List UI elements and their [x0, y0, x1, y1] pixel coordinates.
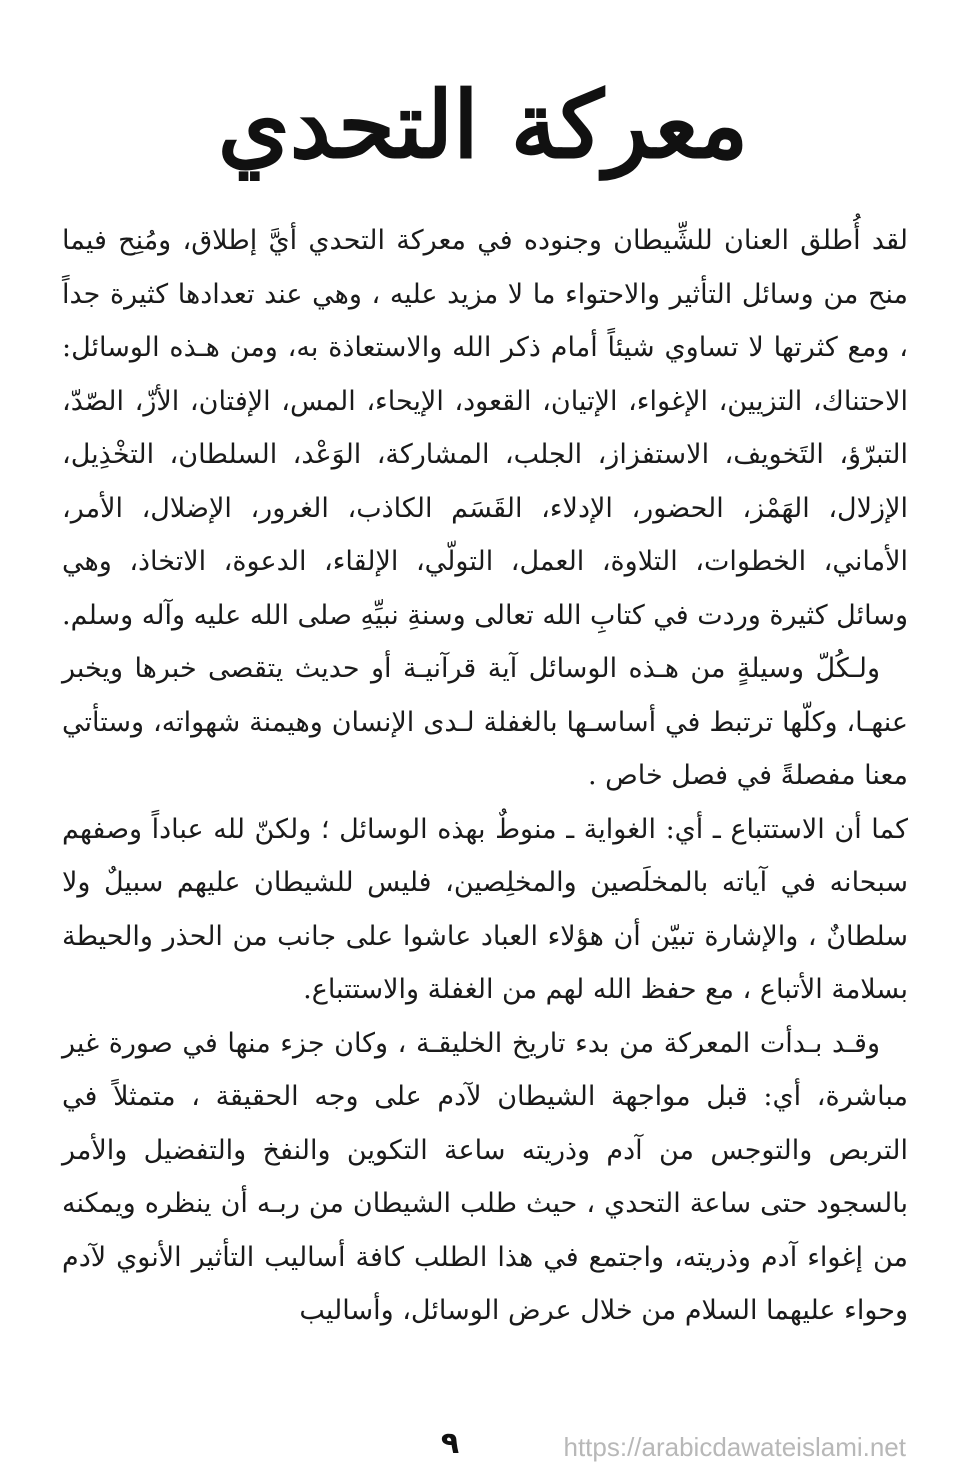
paragraph-4: وقـد بـدأت المعركة من بدء تاريخ الخليقـة ، وكان جزء منها في صورة غير مباشرة، أي: قبل مواجهة الشيطان لآدم على وجه الحقيقة ، متمثلاً في التربص والتوجس من آدم وذريته ساعة التكوين والنفخ والتفضيل والأمر بالسجود حتى ساعة التحدي ، حيث طلب الشيطان من ربـه أن ينظره ويمكنه من إغواء آدم وذريته، واجتمع في هذا الطلب كافة أساليب التأثير الأنوي لآدم وحواء عليهما السلام من خلال عرض الوسائل، وأساليب	[62, 1027, 908, 1326]
website-watermark: https://arabicdawateislami.net	[563, 1432, 906, 1462]
body-text	[62, 214, 908, 1338]
page-footer	[0, 1426, 966, 1466]
page-number: ٩	[440, 1426, 460, 1461]
paragraph-2: ولـكُلّ وسيلةٍ من هـذه الوسائل آية قرآنيـة أو حديث يتقصى خبرها ويخبر عنهـا، وكلّها ترتبط في أساسـها بالغفلة لـدى الإنسان وهيمنة شهواته، وستأتي معنا مفصلةً في فصل خاص .	[62, 653, 908, 791]
paragraph-3: كما أن الاستتباع ـ أي: الغواية ـ منوطٌ بهذه الوسائل ؛ ولكنّ لله عباداً وصفهم سبحانه في آياته بالمخلَصين والمخلِصين، فليس للشيطان عليهم سبيلٌ ولا سلطانٌ ، والإشارة تبيّن أن هؤلاء العباد عاشوا على جانب من الحذر والحيطة بسلامة الأتباع ، مع حفظ الله لهم من الغفلة والاستتباع.	[62, 813, 909, 1005]
paragraph-1: لقد أُطلق العنان للشِّيطان وجنوده في معركة التحدي أيَّ إطلاق، ومُنِح فيما منح من وسائل التأثير والاحتواء ما لا مزيد عليه ، وهي عند تعدادها كثيرة جداً ، ومع كثرتها لا تساوي شيئاً أمام ذكر الله والاستعاذة به، ومن هـذه الوسائل: الاحتناك، التزيين، الإغواء، الإتيان، القعود، الإيحاء، المس، الإفتان، الأزّ، الصّدّ، التبرّؤ، التَخويف، الاستفزاز، الجلب، المشاركة، الوَعْد، السلطان، التخْذِيل، الإزلال، الهَمْز، الحضور، الإدلاء، القَسَم الكاذب، الغرور، الإضلال، الأمر، الأماني، الخطوات، التلاوة، العمل، التولّي، الإلقاء، الدعوة، الاتخاذ، وهي وسائل كثيرة وردت في كتابِ الله تعالى وسنةِ نبيِّهِ صلى الله عليه وآله وسلم.	[62, 225, 908, 631]
page-title: معركة التحدي	[217, 71, 749, 179]
